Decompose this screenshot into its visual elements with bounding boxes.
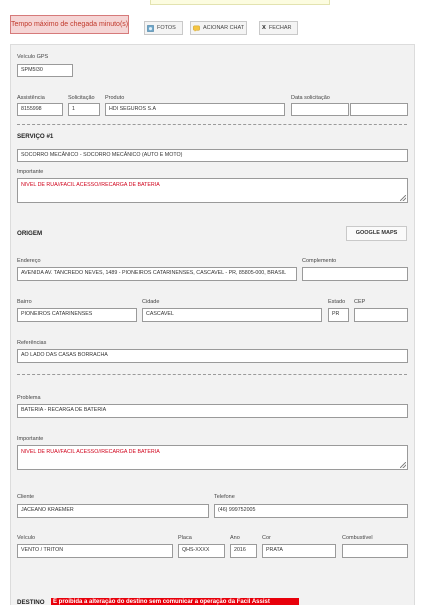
placa-field[interactable]: QHS-XXXX xyxy=(178,544,225,558)
vehicle-gps-label: Veículo GPS xyxy=(17,54,49,60)
acionar-chat-label: ACIONAR CHAT xyxy=(203,25,245,31)
cliente-field[interactable]: JACEANO KRAEMER xyxy=(17,504,209,518)
cidade-label: Cidade xyxy=(142,299,160,305)
veiculo-label: Veículo xyxy=(17,535,36,541)
data-solicitacao-time-field[interactable] xyxy=(350,103,408,116)
bairro-label: Bairro xyxy=(17,299,32,305)
cor-label: Cor xyxy=(262,535,271,541)
fotos-button[interactable] xyxy=(144,21,183,35)
origem-title: ORIGEM xyxy=(17,230,43,237)
servico-importante-textarea[interactable] xyxy=(17,178,408,203)
ano-label: Ano xyxy=(230,535,240,541)
cliente-label: Cliente xyxy=(17,494,35,500)
photo-icon xyxy=(147,25,154,32)
data-solicitacao-date-field[interactable] xyxy=(291,103,349,116)
estado-field[interactable]: PR xyxy=(328,308,349,322)
destino-title: DESTINO xyxy=(17,599,45,606)
servico-field[interactable]: SOCORRO MECÂNICO - SOCORRO MECÂNICO (AUTO E MOTO) xyxy=(17,149,408,162)
endereco-label: Endereço xyxy=(17,258,41,264)
telefone-label: Telefone xyxy=(214,494,235,500)
close-icon: x xyxy=(262,24,266,31)
servico-importante-text: NIVEL DE RUA//FACIL ACESSO//RECARGA DE BATERIA xyxy=(21,182,160,188)
servico-title: SERVIÇO #1 xyxy=(17,133,54,140)
destino-warning-badge: É proibida a alteração do destino sem comunicar a operação da Facil Assist xyxy=(51,598,299,605)
data-solicitacao-label: Data solicitação xyxy=(291,95,330,101)
cor-field[interactable]: PRATA xyxy=(262,544,336,558)
combustivel-field[interactable] xyxy=(342,544,408,558)
complemento-label: Complemento xyxy=(302,258,337,264)
placa-label: Placa xyxy=(178,535,192,541)
chat-icon xyxy=(193,25,200,32)
telefone-field[interactable]: (46) 999752005 xyxy=(214,504,408,518)
acionar-chat-button[interactable] xyxy=(190,21,247,35)
cep-label: CEP xyxy=(354,299,366,305)
section-divider xyxy=(17,374,407,375)
fechar-label: FECHAR xyxy=(268,25,292,31)
bairro-field[interactable]: PIONEIROS CATARINENSES xyxy=(17,308,137,322)
referencias-field[interactable]: AO LADO DAS CASAS BORRACHA xyxy=(17,349,408,363)
solicitacao-field[interactable]: 1 xyxy=(68,103,100,116)
google-maps-button[interactable]: GOOGLE MAPS xyxy=(346,226,407,241)
vehicle-gps-field[interactable]: SPM5I30 xyxy=(17,64,73,77)
fechar-button[interactable] xyxy=(259,21,298,35)
endereco-field[interactable]: AVENIDA AV. TANCREDO NEVES, 1489 - PIONEIROS CATARINENSES, CASCAVEL - PR, 85805-000, BRASIL xyxy=(17,267,297,281)
problema-importante-text: NIVEL DE RUA//FACIL ACESSO//RECARGA DE BATERIA xyxy=(21,449,160,455)
assistencia-label: Assistência xyxy=(17,95,45,101)
resize-grip-icon[interactable] xyxy=(400,195,406,201)
service-details-panel xyxy=(10,44,415,605)
max-arrival-time-alert: Tempo máximo de chegada minuto(s) xyxy=(10,15,129,34)
produto-field[interactable]: HDI SEGUROS S.A xyxy=(105,103,285,116)
section-divider xyxy=(17,124,407,125)
combustivel-label: Combustível xyxy=(342,535,373,541)
complemento-field[interactable] xyxy=(302,267,408,281)
top-strip xyxy=(150,0,330,5)
cep-field[interactable] xyxy=(354,308,408,322)
estado-label: Estado xyxy=(328,299,346,305)
problema-importante-textarea[interactable] xyxy=(17,445,408,470)
fotos-label: FOTOS xyxy=(157,25,176,31)
ano-field[interactable]: 2016 xyxy=(230,544,257,558)
problema-importante-label: Importante xyxy=(17,436,44,442)
resize-grip-icon[interactable] xyxy=(400,462,406,468)
veiculo-field[interactable]: VENTO / TRITON xyxy=(17,544,173,558)
problema-field[interactable]: BATERIA - RECARGA DE BATERIA xyxy=(17,404,408,418)
referencias-label: Referências xyxy=(17,340,47,346)
solicitacao-label: Solicitação xyxy=(68,95,95,101)
problema-label: Problema xyxy=(17,395,41,401)
assistencia-field[interactable]: 8155998 xyxy=(17,103,63,116)
servico-importante-label: Importante xyxy=(17,169,44,175)
produto-label: Produto xyxy=(105,95,125,101)
cidade-field[interactable]: CASCAVEL xyxy=(142,308,322,322)
